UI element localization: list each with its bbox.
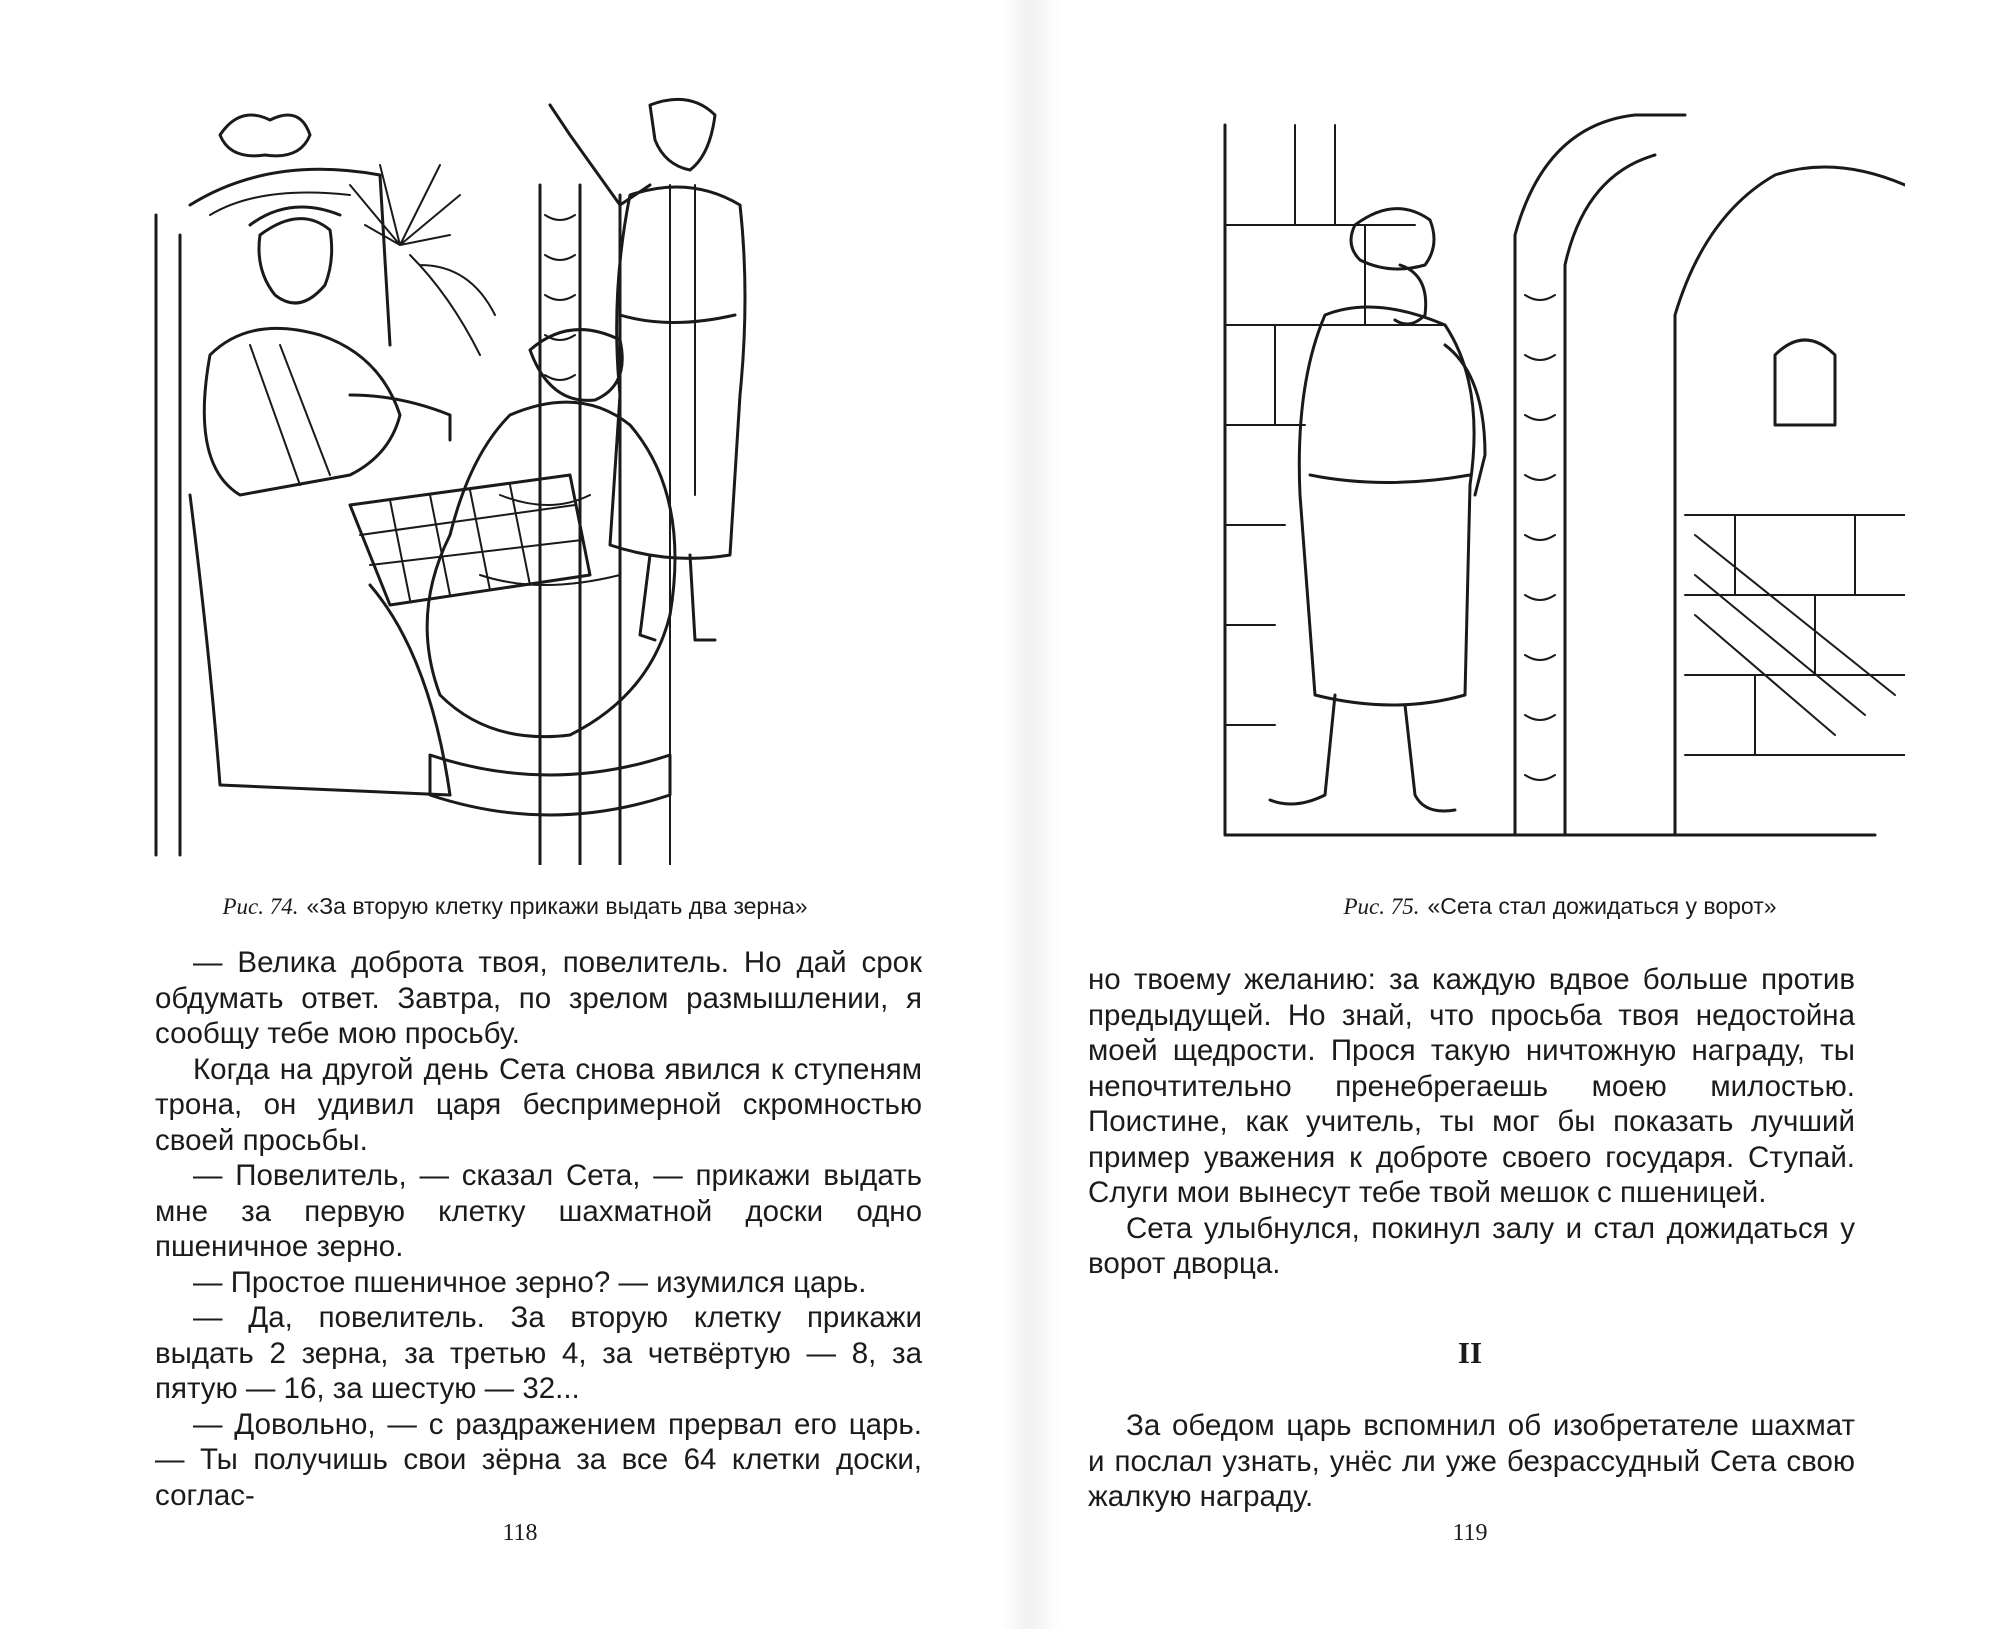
illustration-fig-74-drawing xyxy=(150,95,880,865)
left-page-body xyxy=(155,945,922,1513)
illustration-fig-75-drawing xyxy=(1215,95,1905,865)
paragraph: — Довольно, — с раздражением прервал его царь. — Ты получишь свои зёрна за все 64 клетки доски, соглас- xyxy=(155,1407,922,1512)
page-number: 119 xyxy=(1452,1520,1488,1546)
paragraph: Сета улыбнулся, покинул залу и стал дожидаться у ворот дворца. xyxy=(1088,1211,1855,1280)
figure-caption-text: «Сета стал дожидаться у ворот» xyxy=(1427,893,1777,919)
section-heading: II xyxy=(1457,1335,1483,1370)
paragraph: — Простое пшеничное зерно? — изумился царь. xyxy=(193,1265,867,1299)
illustration-fig-74 xyxy=(150,95,880,865)
figure-caption-75 xyxy=(1215,893,1905,920)
paragraph: Когда на другой день Сета снова явился к ступеням трона, он удивил царя беспримерной скромностью своей просьбы. xyxy=(155,1052,922,1157)
figure-label: Рис. 75. xyxy=(1343,894,1420,919)
paragraph: За обедом царь вспомнил об изобретателе шахмат и послал узнать, унёс ли уже безрассудный Сета свою жалкую награду. xyxy=(1088,1409,1855,1513)
paragraph: — Да, повелитель. За вторую клетку прикажи выдать 2 зерна, за третью 4, за четвёртую — 8, за пятую — 16, за шестую — 32... xyxy=(155,1301,922,1405)
right-page xyxy=(1000,0,2000,1629)
paragraph: — Повелитель, — сказал Сета, — прикажи выдать мне за первую клетку шахматной доски одно пшеничное зерно. xyxy=(155,1159,922,1263)
paragraph: — Велика доброта твоя, повелитель. Но дай срок обдумать ответ. Завтра, по зрелом размышлении, я сообщу тебе мою просьбу. xyxy=(155,946,922,1050)
figure-caption-74 xyxy=(150,893,880,920)
paragraph: но твоему желанию: за каждую вдвое больше против предыдущей. Но знай, что просьба твоя недостойна моей щедрости. Прося такую ничтожную награду, ты непочтительно пренебрегаешь моею милостью. Поистине, как учитель, ты мог бы показать лучший пример уважения к доброте своего государя. Ступай. Слуги мои вынесут тебе твой мешок с пшеницей. xyxy=(1088,963,1855,1209)
figure-caption-text: «За вторую клетку прикажи выдать два зерна» xyxy=(306,893,808,919)
page-number: 118 xyxy=(502,1520,538,1546)
illustration-fig-75 xyxy=(1215,95,1905,865)
right-page-body-after-heading xyxy=(1088,1408,1855,1515)
figure-label: Рис. 74. xyxy=(222,894,299,919)
right-page-body xyxy=(1088,962,1855,1282)
